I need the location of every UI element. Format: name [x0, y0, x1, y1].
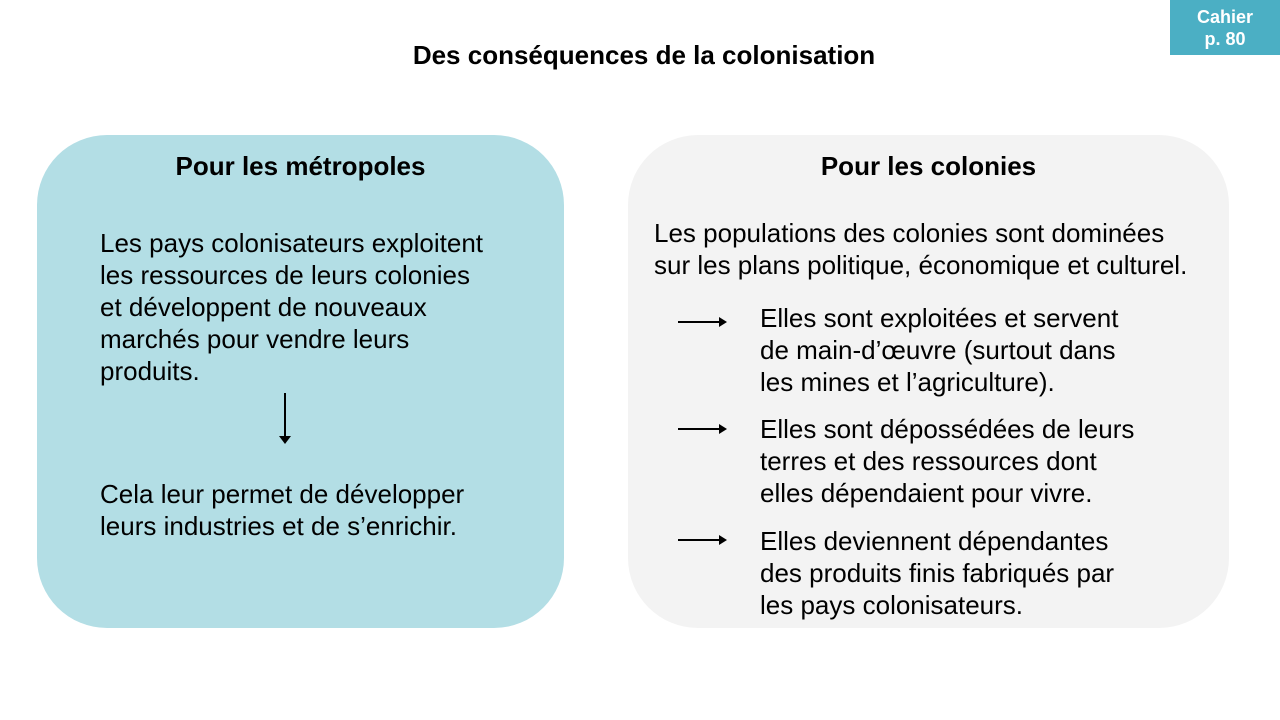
text-line: Les pays colonisateurs exploitent: [100, 228, 484, 258]
text-line: Elles deviennent dépendantes: [760, 526, 1109, 556]
metropoles-paragraph: [100, 227, 483, 387]
text-line: leurs industries et de s’enrichir.: [100, 511, 457, 541]
text-line: Elles sont dépossédées de leurs: [760, 414, 1135, 444]
arrow-right-icon: [678, 316, 728, 328]
text-line: les pays colonisateurs.: [760, 590, 1024, 620]
text-line: produits.: [100, 356, 200, 386]
text-line: marchés pour vendre leurs: [100, 324, 410, 354]
text-line: et développent de nouveaux: [100, 292, 427, 322]
colonies-panel: [628, 135, 1229, 628]
text-line: Les populations des colonies sont dominées: [654, 218, 1165, 248]
arrow-down-icon: [277, 393, 293, 445]
metropoles-panel: [37, 135, 564, 628]
text-line: elles dépendaient pour vivre.: [760, 478, 1093, 508]
colonies-consequence-item: [760, 302, 1118, 398]
slide-title: Des conséquences de la colonisation: [412, 40, 876, 70]
arrow-right-icon: [678, 423, 728, 435]
colonies-consequence-item: [760, 525, 1114, 621]
text-line: terres et des ressources dont: [760, 446, 1097, 476]
metropoles-consequence: [100, 478, 464, 542]
metropoles-heading: Pour les métropoles: [175, 151, 426, 181]
arrow-right-icon: [678, 534, 728, 546]
text-line: les mines et l’agriculture).: [760, 367, 1055, 397]
colonies-heading: Pour les colonies: [820, 151, 1037, 181]
colonies-consequence-item: [760, 413, 1134, 509]
text-line: les ressources de leurs colonies: [100, 260, 470, 290]
badge-page-number: p. 80: [1204, 28, 1246, 49]
text-line: sur les plans politique, économique et culturel.: [654, 250, 1188, 280]
text-line: Cela leur permet de développer: [100, 479, 465, 509]
colonies-intro: [654, 217, 1187, 281]
text-line: de main-d’œuvre (surtout dans: [760, 335, 1116, 365]
text-line: Elles sont exploitées et servent: [760, 303, 1119, 333]
badge-label: Cahier: [1196, 6, 1254, 27]
text-line: des produits finis fabriqués par: [760, 558, 1115, 588]
